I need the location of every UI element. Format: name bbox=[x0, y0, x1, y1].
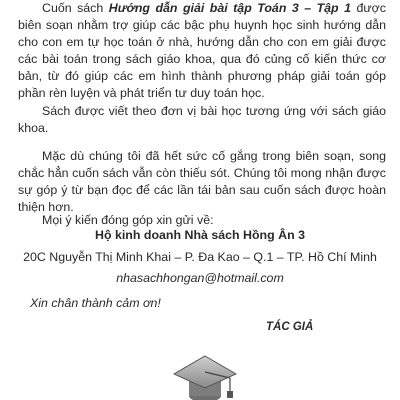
author-signature: TÁC GIẢ bbox=[266, 321, 314, 333]
intro-lead: Cuốn sách bbox=[42, 1, 109, 15]
contact-intro bbox=[18, 212, 386, 229]
contact-intro-text: Mọi ý kiến đóng góp xin gửi về: bbox=[42, 213, 214, 227]
book-title: Hướng dẫn giải bài tập Toán 3 – Tập 1 bbox=[108, 1, 351, 15]
graduation-cap-icon bbox=[170, 350, 240, 400]
publisher-email: nhasachhongan@hotmail.com bbox=[116, 271, 284, 285]
feedback-paragraph bbox=[18, 148, 386, 216]
intro-paragraph bbox=[18, 0, 386, 102]
thanks-line: Xin chân thành cảm ơn! bbox=[30, 296, 161, 310]
feedback-text: Mặc dù chúng tôi đã hết sức cố gắng trong biên soạn, song chắc hẳn cuốn sách vẫn còn thiếu sót. Chúng tôi mong nhận được sự góp ý từ bạn đọc để các lần tái bản sau cuốn sách được hoàn thiện hơn. bbox=[18, 149, 386, 214]
publisher-name: Hộ kinh doanh Nhà sách Hồng Ân 3 bbox=[95, 228, 305, 242]
publisher-address: 20C Nguyễn Thị Minh Khai – P. Đa Kao – Q.1 – TP. Hồ Chí Minh bbox=[23, 250, 377, 264]
structure-paragraph bbox=[18, 103, 386, 137]
structure-text: Sách được viết theo đơn vị bài học tương ứng với sách giáo khoa. bbox=[18, 104, 386, 135]
intro-rest: được biên soạn nhằm trợ giúp các bậc phụ huynh học sinh hướng dẫn cho con em tự học toán ở nhà, hướng dẫn cho con em giải được các bài toán trong sách giáo khoa, qua đó củng cố kiến thức cơ bản, từ đó giúp các em hình thành phương pháp giải toán góp phần rèn luyện và phát triển tư duy toán học. bbox=[18, 1, 386, 100]
